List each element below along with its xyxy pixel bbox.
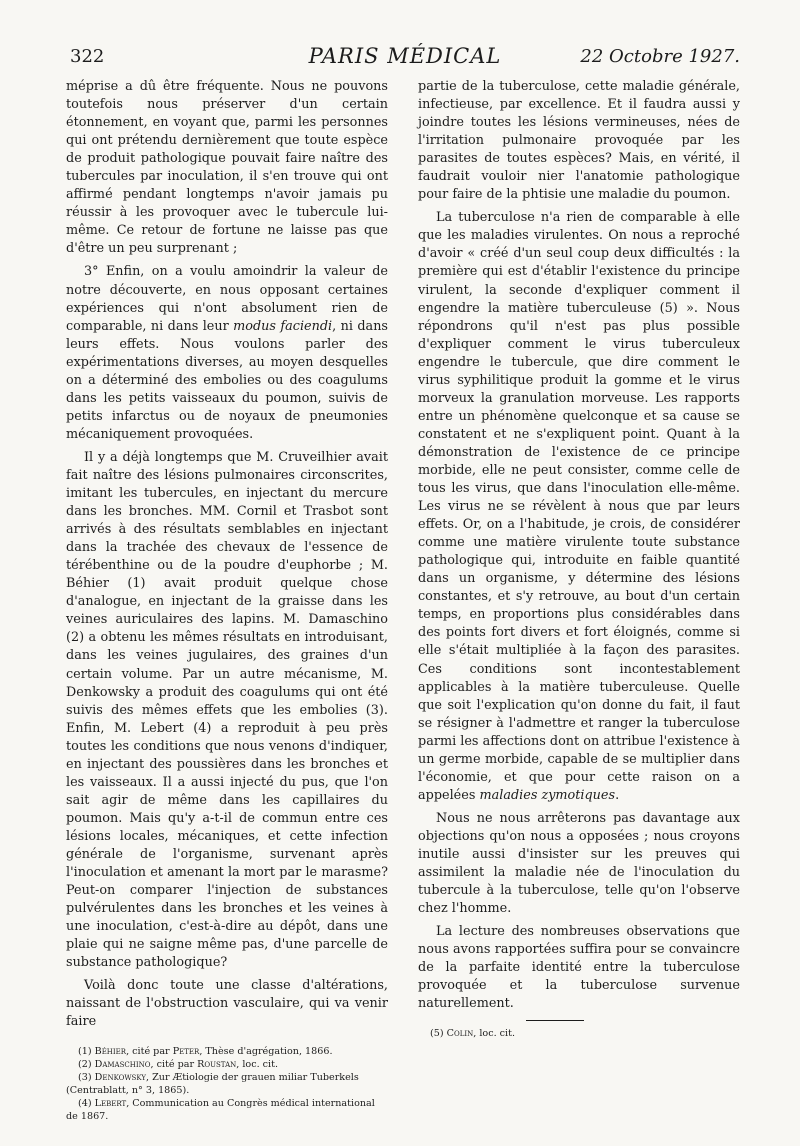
footnote: (4) Lebert, Communication au Congrès médical international de 1867. [66, 1098, 375, 1123]
paragraph: Nous ne nous arrêterons pas davantage aux objections qu'on nous a opposées ; nous croyons inutile aussi d'insister sur les preuves qui assimilent la maladie née de l'inoculation du tubercule à la tuberculose, telle qu'on l'observe chez l'homme. [418, 810, 740, 917]
footnote: (2) Damaschino, cité par Roustan, loc. cit. [78, 1059, 279, 1071]
paragraph: méprise a dû être fréquente. Nous ne pouvons toutefois nous préserver d'un certain étonnement, en voyant que, parmi les personnes qui ont prétendu dernièrement que toute espèce de produit pathologique pouvait faire naître des tubercules par inoculation, il s'en trouve qui ont affirmé pendant longtemps n'avoir jamais pu réussir à les provoquer avec le tubercule lui-même. Ce retour de fortune ne laisse pas que d'être un peu surprenant ; [66, 79, 388, 257]
footnote: (5) Colin, loc. cit. [430, 1028, 516, 1040]
journal-title: PARIS MÉDICAL [308, 44, 502, 68]
term-emphasis: maladies zymotiques [479, 787, 616, 803]
paragraph: 3° Enfin, on a voulu amoindrir la valeur de notre découverte, en nous opposant certaines expériences qui n'ont absolument rien de comparable, ni dans leur modus faciendi, ni dans leurs effets. Nous voulons parler des expérimentations diverses, au moyen desquelles on a déterminé des embolies ou des coagulums dans les petits vaisseaux du poumon, suivis de petits infarctus ou de noyaux de pneumonies mécaniquement provoquées. [66, 264, 389, 442]
footnotes [418, 1027, 740, 1040]
paragraph: Il y a déjà longtemps que M. Cruveilhier avait fait naître des lésions pulmonaires circonscrites, imitant les tubercules, en injectant du mercure dans les bronches. MM. Cornil et Trasbot sont arrivés à des résultats semblables en injectant dans la trachée des chevaux de l'essence de térébenthine ou de la poudre d'euphorbe ; M. Béhier (1) avait produit quelque chose d'analogue, en injectant de la graisse dans les veines auriculaires des lapins. M. Damaschino (2) a obtenu les mêmes résultats en introduisant, dans les veines jugulaires, des graines d'un certain volume. Par un autre mécanisme, M. Denkowsky a produit des coagulums qui ont été suivis des mêmes effets que les embolies (3). Enfin, M. Lebert (4) a reproduit à peu près toutes les conditions que nous venons d'indiquer, en injectant des poussières dans les bronches et les vaisseaux. Il a aussi injecté du pus, que l'on sait agir de même dans les capillaires du poumon. Mais qu'y a-t-il de commun entre ces lésions locales, mécaniques, et cette infection générale de l'organisme, survenant après l'inoculation et amenant la mort par le marasme? Peut-on comparer l'injection de substances pulvérulentes dans les bronches et les veines à une inoculation, c'est-à-dire au dépôt, dans une plaie qui ne saigne même pas, d'une parcelle de substance pathologique? [66, 449, 388, 971]
page-header [70, 44, 740, 74]
page-number: 322 [70, 46, 105, 67]
latin-term: modus faciendi [233, 318, 333, 334]
footnote: (1) Béhier, cité par Peter, Thèse d'agrégation, 1866. [78, 1046, 333, 1058]
issue-date: 22 Octobre 1927. [580, 46, 740, 67]
paragraph: La tuberculose n'a rien de comparable à elle que les maladies virulentes. On nous a reproché d'avoir « créé d'un seul coup deux difficultés : la première qui est d'établir l'existence du principe virulent, la seconde d'expliquer comment il engendre la matière tuberculeuse (5) ». Nous répondrons qu'il n'est pas plus possible d'expliquer comment le virus tuberculeux engendre le tubercule, que dire comment le virus syphilitique produit la gomme et le virus morveux la granulation morveuse. Les rapports entre un phénomène quelconque et sa cause se constatent et ne s'expliquent point. Quant à la démonstration de l'existence de ce principe morbide, elle ne peut consister, comme celle de tous les virus, que dans l'inoculation elle-même. Les virus ne se révèlent à nous que par leurs effets. Or, on a l'habitude, je crois, de considérer comme une matière virulente toute substance pathologique qui, introduite en faible quantité dans un organisme, y détermine des lésions constantes, et s'y retrouve, au bout d'un certain temps, en proportions plus considérables dans des points fort divers et fort éloignés, comme si elle s'était multipliée à la façon des parasites. Ces conditions sont incontestablement applicables à la matière tuberculeuse. Quelle que soit l'explication qu'on donne du fait, il faut se résigner à l'admettre et ranger la tuberculose parmi les affections dont on attribue l'existence à un germe morbide, capable de se multiplier dans l'économie, et que pour cette raison on a appelées maladies zymotiques. [418, 210, 740, 803]
paragraph: partie de la tuberculose, cette maladie générale, infectieuse, par excellence. Et il faudra aussi y joindre toutes les lésions vermineuses, nées de l'irritation pulmonaire provoquée par les parasites de toutes espèces? Mais, en vérité, il faudrait vouloir nier l'anatomie pathologique pour faire de la phtisie une maladie du poumon. [418, 79, 740, 203]
end-rule [526, 1020, 584, 1021]
footnote: (3) Denkowsky, Zur Ætiologie der grauen miliar Tuberkels (Centrablatt, n° 3, 1865). [66, 1072, 359, 1097]
paragraph: Voilà donc toute une classe d'altérations, naissant de l'obstruction vasculaire, qui va venir faire [66, 978, 388, 1030]
footnotes [66, 1045, 388, 1123]
left-column [66, 78, 388, 1123]
paragraph: La lecture des nombreuses observations que nous avons rapportées suffira pour se convaincre de la parfaite identité entre la tuberculose provoquée et la tuberculose survenue naturellement. [418, 924, 740, 1012]
right-column [418, 78, 740, 1040]
